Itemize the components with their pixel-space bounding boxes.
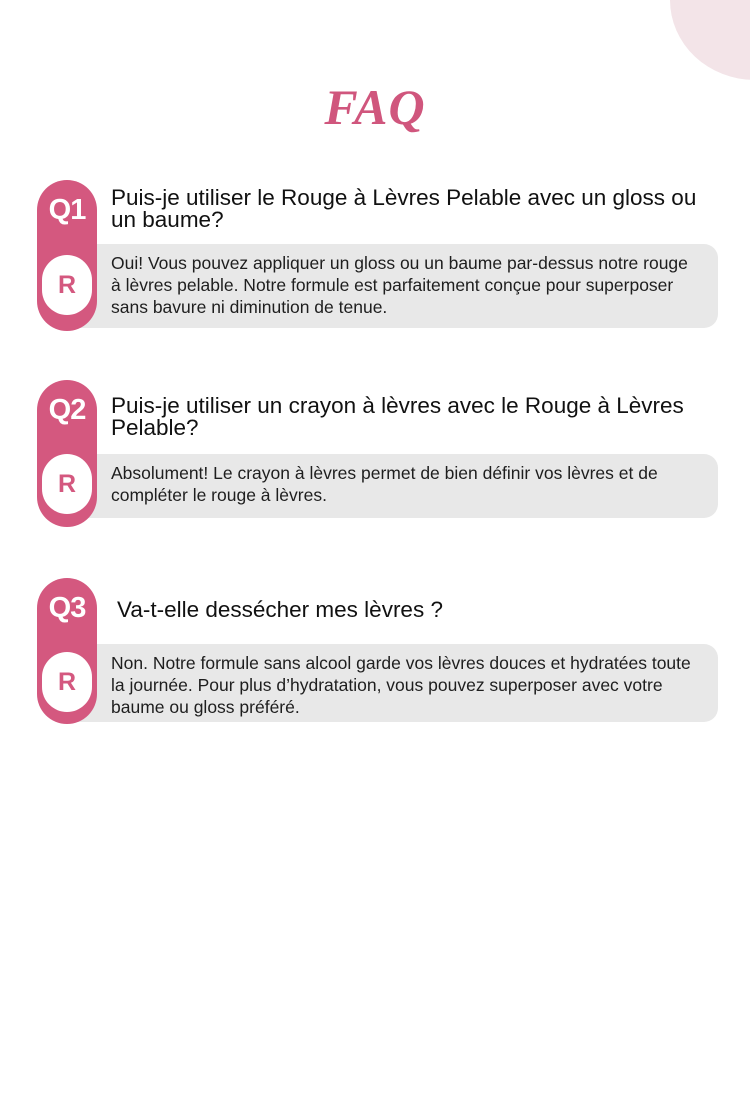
answer-text: Absolument! Le crayon à lèvres permet de bien définir vos lèvres et de compléter le rouge à lèvres. <box>111 463 658 505</box>
answer-label: R <box>57 470 77 498</box>
answer-text: Non. Notre formule sans alcool garde vos lèvres douces et hydratées toute la journée. Pour plus d’hydratation, vous pouvez superposer avec votre baume ou gloss préféré. <box>111 653 691 717</box>
question-badge <box>37 578 97 724</box>
question-badge <box>37 380 97 527</box>
question-number: Q2 <box>48 394 86 426</box>
answer-box <box>60 644 718 722</box>
question-number: Q3 <box>48 592 86 624</box>
answer-badge <box>42 652 92 712</box>
question-badge <box>37 180 97 331</box>
question-text: Va-t-elle dessécher mes lèvres ? <box>117 597 443 622</box>
answer-box <box>60 244 718 328</box>
answer-label: R <box>57 668 77 696</box>
answer-badge <box>42 255 92 315</box>
corner-decoration <box>670 0 750 80</box>
answer-text: Oui! Vous pouvez appliquer un gloss ou un baume par-dessus notre rouge à lèvres pelable. Notre formule est parfaitement conçue pour superposer sans bavure ni diminution de tenue. <box>111 253 688 317</box>
answer-box <box>60 454 718 518</box>
answer-badge <box>42 454 92 514</box>
question-number: Q1 <box>48 194 86 226</box>
question-text: Puis-je utiliser le Rouge à Lèvres Pelable avec un gloss ou un baume? <box>111 185 697 232</box>
page-title: FAQ <box>324 79 426 135</box>
question-text: Puis-je utiliser un crayon à lèvres avec le Rouge à Lèvres Pelable? <box>111 393 684 440</box>
answer-label: R <box>57 271 77 299</box>
